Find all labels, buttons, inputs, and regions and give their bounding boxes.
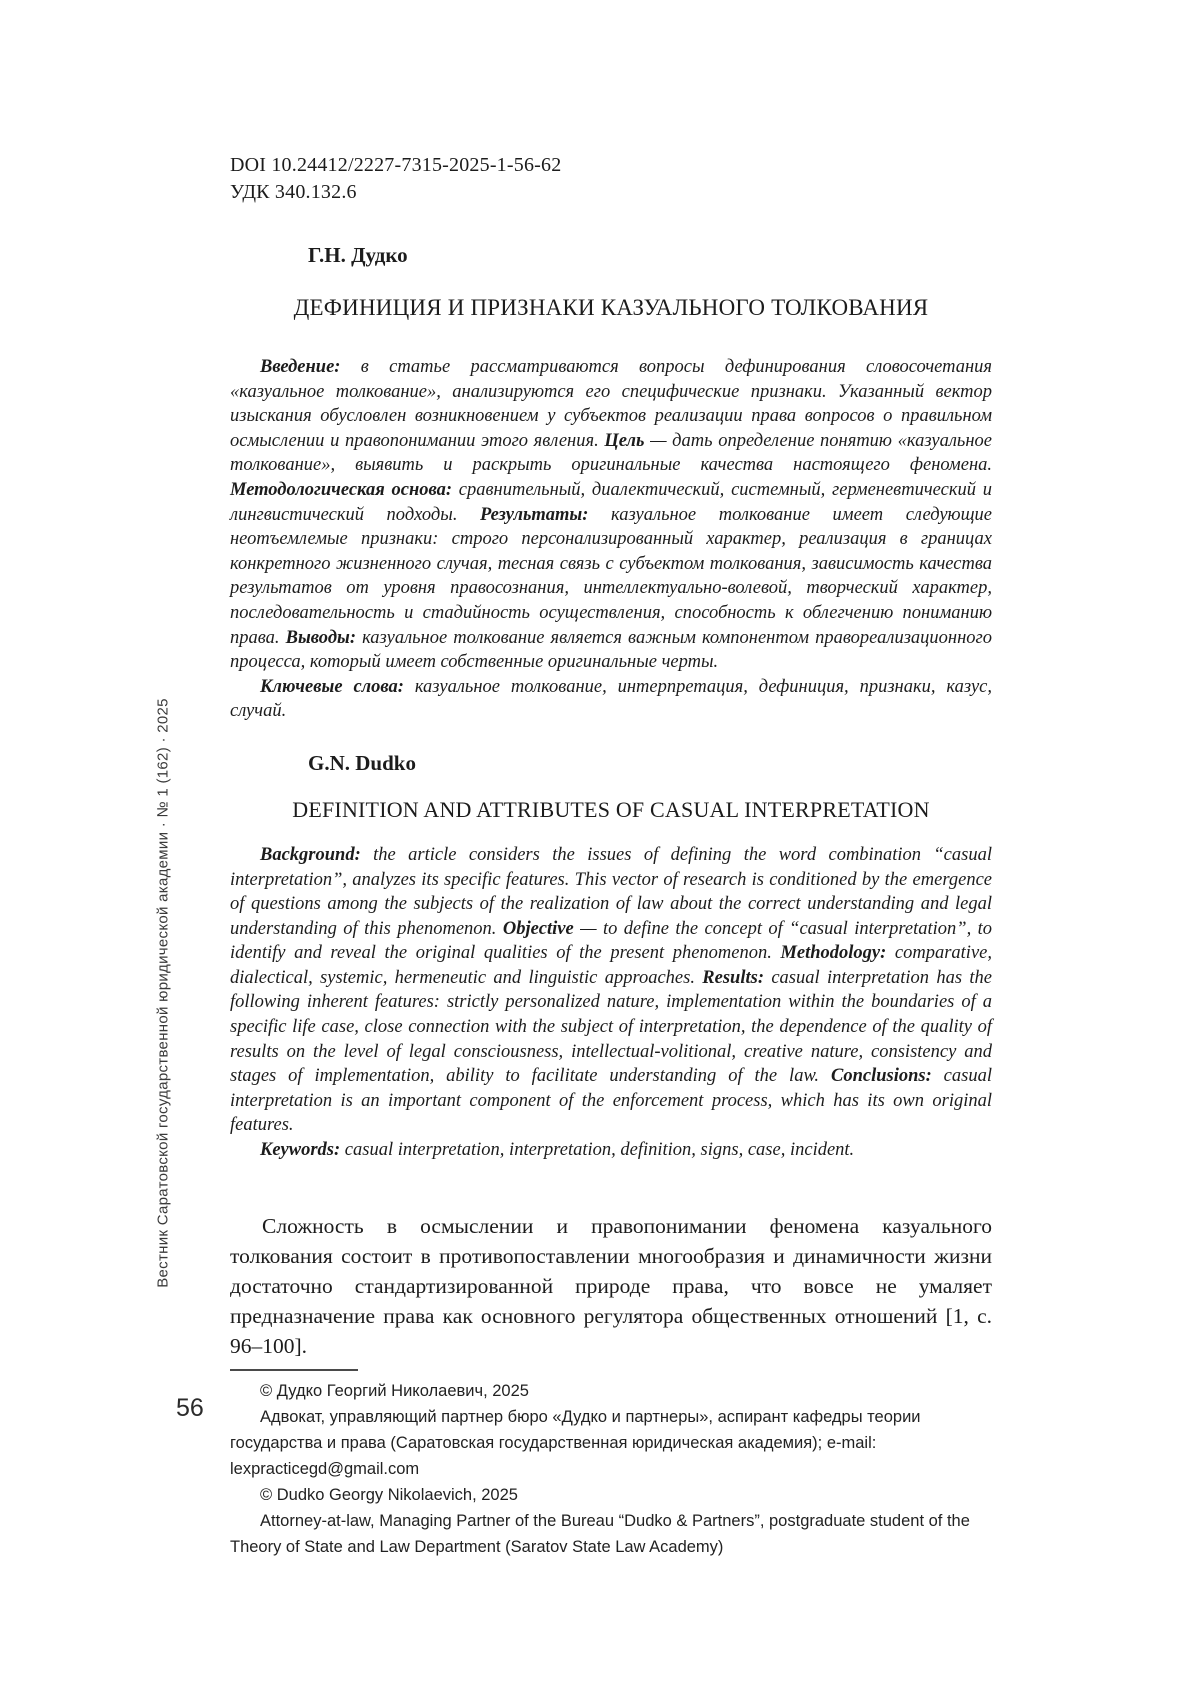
abstract-ru-text-introduction: в статье рассматриваются вопросы дефинирования словосочетания «казуальное толкование», анализируются его специфические признаки. Указанный вектор изыскания обусловлен возникновением у субъектов реализации права вопросов о правильном осмыслении и правопонимании этого явления. bbox=[230, 357, 992, 451]
author-name-ru: Г.Н. Дудко bbox=[308, 243, 408, 267]
abstract-ru-label-methodology: Методологическая основа: bbox=[230, 479, 453, 500]
journal-title-vertical: Вестник Саратовской государственной юридической академии · № 1 (162) · 2025 bbox=[154, 698, 172, 1288]
keywords-en bbox=[230, 1138, 992, 1163]
abstract-en-text-conclusions: casual interpretation is an important component of the enforcement process, which has its own original features. bbox=[230, 1066, 992, 1136]
keywords-en-text: casual interpretation, interpretation, definition, signs, case, incident. bbox=[340, 1140, 855, 1161]
abstract-ru-label-objective: Цель bbox=[604, 430, 645, 451]
footnote-block bbox=[230, 1369, 992, 1560]
abstract-en-text-objective: — to define the concept of “casual interpretation”, to identify and reveal the original qualities of the present phenomenon. bbox=[230, 918, 992, 964]
footnote-copyright-ru: © Дудко Георгий Николаевич, 2025 bbox=[260, 1381, 529, 1400]
abstract-ru-text-results: казуальное толкование имеет следующие неотъемлемые признаки: строго персонализированный характер, реализация в границах конкретного жизненного случая, тесная связь с субъектом толкования, зависимость качества результатов от уровня правосознания, интеллектуально-волевой, творческий характер, последовательность и стадийность осуществления, способность к облегчению пониманию права. bbox=[230, 504, 992, 648]
abstract-en-label-conclusions: Conclusions: bbox=[830, 1066, 932, 1087]
abstract-en-text-results: casual interpretation has the following inherent features: strictly personalized nature, implementation within the boundaries of a specific life case, close connection with the subject of interpretation, the dependence of the quality of results on the level of legal consciousness, intellectual-volitional, creative nature, consistency and stages of implementation, ability to facilitate understanding of the law. bbox=[230, 967, 992, 1087]
abstract-en-label-methodology: Methodology: bbox=[780, 943, 887, 964]
abstract-ru-label-conclusions: Выводы: bbox=[285, 627, 356, 648]
abstract-ru bbox=[230, 355, 992, 675]
abstract-ru-text-methodology: сравнительный, диалектический, системный, герменевтический и лингвистический подходы. bbox=[230, 479, 992, 525]
article-content bbox=[230, 152, 992, 1560]
keywords-ru-text: казуальное толкование, интерпретация, дефиниция, признаки, казус, случай. bbox=[230, 676, 992, 722]
abstract-en bbox=[230, 843, 992, 1138]
abstract-en-label-results: Results: bbox=[702, 967, 764, 988]
page-number: 56 bbox=[176, 1394, 204, 1422]
keywords-en-label: Keywords: bbox=[260, 1140, 341, 1161]
keywords-ru-label: Ключевые слова: bbox=[260, 676, 404, 697]
footnote-separator bbox=[230, 1369, 358, 1371]
abstract-en-text-methodology: comparative, dialectical, systemic, hermeneutic and linguistic approaches. bbox=[230, 943, 992, 988]
author-name-en: G.N. Dudko bbox=[308, 750, 416, 775]
body-paragraph: Сложность в осмыслении и правопонимании феномена казуального толкования состоит в противопоставлении многообразия и динамичности жизни достаточно стандартизированной природе права, что вовсе не умаляет предназначение права как основного регулятора общественных отношений [1, с. 96–100]. bbox=[230, 1213, 992, 1358]
udk-line: УДК 340.132.6 bbox=[230, 181, 357, 203]
abstract-ru-label-results: Результаты: bbox=[480, 504, 589, 525]
abstract-en-label-background: Background: bbox=[260, 844, 361, 865]
doi-line: DOI 10.24412/2227-7315-2025-1-56-62 bbox=[230, 154, 562, 176]
footnote-copyright-en: © Dudko Georgy Nikolaevich, 2025 bbox=[260, 1485, 518, 1504]
abstract-ru-text-objective: — дать определение понятию «казуальное толкование», выявить и раскрыть оригинальные качества настоящего феномена. bbox=[230, 430, 992, 476]
keywords-ru bbox=[230, 675, 992, 724]
abstract-en-text-background: the article considers the issues of defining the word combination “casual interpretation”, analyzes its specific features. This vector of research is conditioned by the emergence of questions among the subjects of the realization of law about the correct understanding and legal understanding of this phenomenon. bbox=[230, 844, 992, 939]
footnote-affiliation-en: Attorney-at-law, Managing Partner of the Bureau “Dudko & Partners”, postgraduate student of the Theory of State and Law Department (Saratov State Law Academy) bbox=[230, 1511, 970, 1556]
abstract-en-label-objective: Objective bbox=[502, 918, 574, 939]
article-title-en: DEFINITION AND ATTRIBUTES OF CASUAL INTERPRETATION bbox=[292, 796, 930, 822]
abstract-ru-text-conclusions: казуальное толкование является важным компонентом правореализационного процесса, который имеет собственные оригинальные черты. bbox=[230, 627, 992, 673]
abstract-ru-label-introduction: Введение: bbox=[260, 357, 341, 377]
article-title-ru: ДЕФИНИЦИЯ И ПРИЗНАКИ КАЗУАЛЬНОГО ТОЛКОВАНИЯ bbox=[293, 295, 929, 320]
footnote-affiliation-ru: Адвокат, управляющий партнер бюро «Дудко и партнеры», аспирант кафедры теории государства и права (Саратовская государственная юридическая академия); e-mail: lexpracticegd@gmail.com bbox=[230, 1407, 921, 1478]
